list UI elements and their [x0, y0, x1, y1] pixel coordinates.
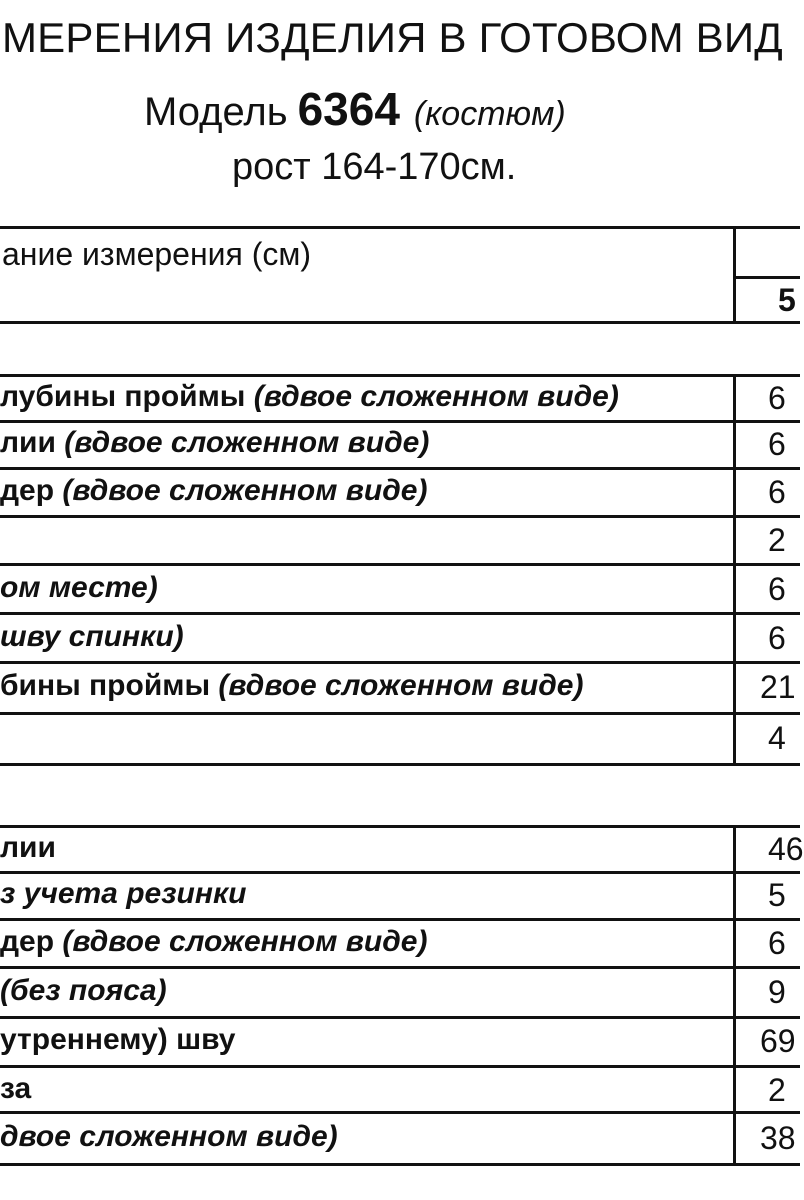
- table-row-value: 2: [768, 522, 786, 558]
- table-row-value: 6: [768, 620, 786, 656]
- table-row: утреннему) шву: [0, 1023, 236, 1056]
- table-row-value: 4: [768, 720, 786, 756]
- table-row: двое сложенном виде): [0, 1120, 338, 1153]
- header-bottom-border: [0, 321, 800, 324]
- table-row: дер (вдвое сложенном виде): [0, 925, 428, 958]
- table-row: бины проймы (вдвое сложенном виде): [0, 669, 584, 702]
- table-row-value: 69: [760, 1023, 796, 1059]
- table-row-value: 9: [768, 974, 786, 1010]
- table-row: ом месте): [0, 571, 158, 604]
- table-row-value: 2: [768, 1072, 786, 1108]
- table-row: за: [0, 1072, 32, 1105]
- document-title: МЕРЕНИЯ ИЗДЕЛИЯ В ГОТОВОМ ВИД: [2, 14, 783, 61]
- table-row-value: 6: [768, 380, 786, 416]
- table-row: лии (вдвое сложенном виде): [0, 426, 430, 459]
- table-row: лии: [0, 831, 56, 864]
- table-row-value: 5: [768, 877, 786, 913]
- table-row-value: 6: [768, 426, 786, 462]
- model-type: (костюм): [413, 95, 566, 133]
- table-row: шву спинки): [0, 620, 184, 653]
- table-row-value: 6: [768, 925, 786, 961]
- model-line: [144, 82, 566, 136]
- model-label: Модель: [144, 90, 288, 134]
- table-row: лубины проймы (вдвое сложенном виде): [0, 380, 619, 413]
- header-subdivider: [733, 276, 800, 279]
- table-border-top: [0, 226, 800, 229]
- table-row-value: 6: [768, 474, 786, 510]
- table-row: з учета резинки: [0, 877, 247, 910]
- height-range: рост 164-170см.: [232, 146, 517, 188]
- table-row: (без пояса): [0, 974, 167, 1007]
- model-number: 6364: [297, 83, 400, 135]
- table-row-value: 6: [768, 571, 786, 607]
- table-row: дер (вдвое сложенном виде): [0, 474, 428, 507]
- size-column-header: 5: [778, 282, 796, 318]
- header-label: ание измерения (см): [2, 236, 312, 272]
- table-row-value: 46: [768, 831, 804, 867]
- table-row-value: 38: [760, 1120, 796, 1156]
- table-row-value: 21: [760, 669, 796, 705]
